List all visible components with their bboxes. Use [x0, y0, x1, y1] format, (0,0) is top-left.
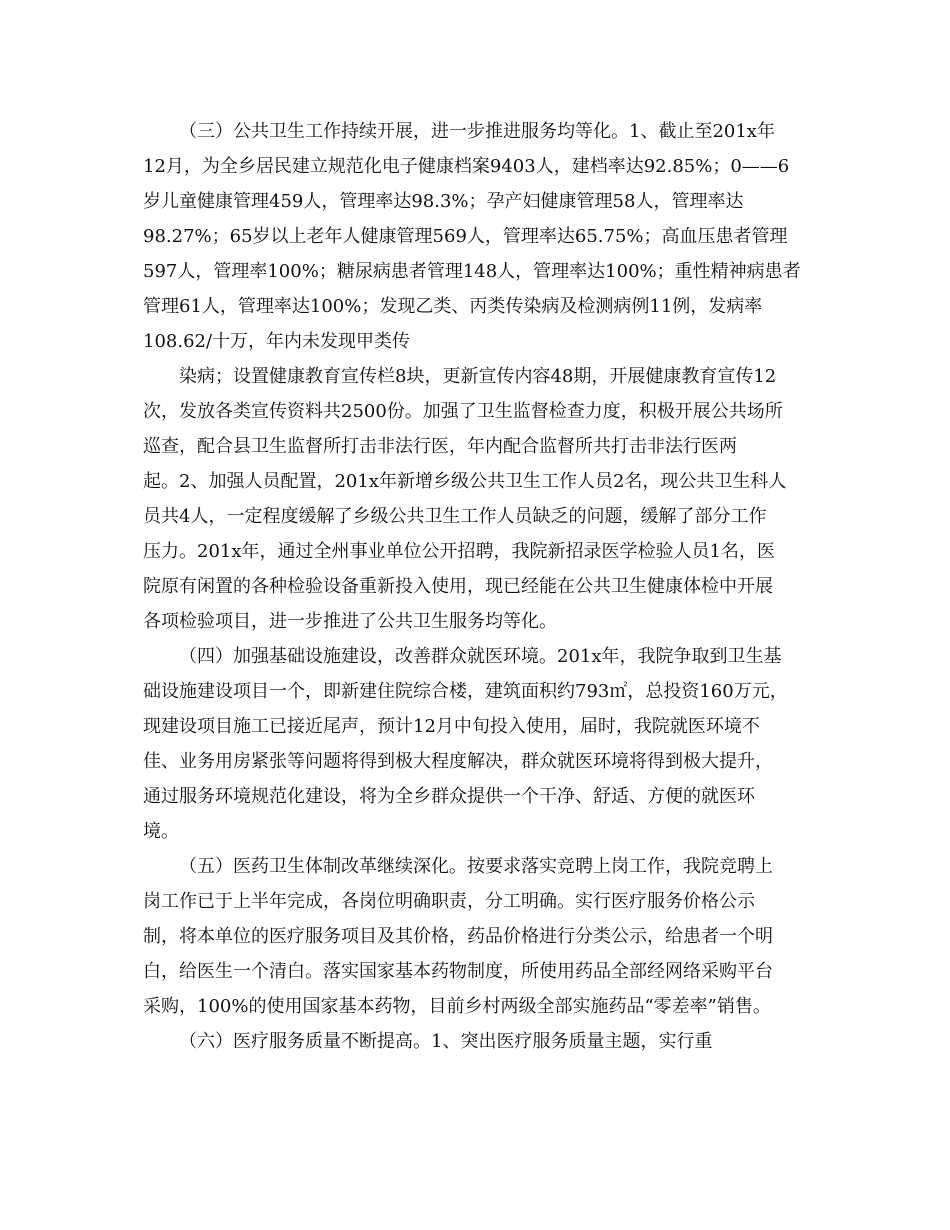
- text-line: 次，发放各类宣传资料共2500份。加强了卫生监督检查力度，积极开展公共场所: [143, 401, 783, 422]
- text-line: 采购，100%的使用国家基本药物，目前乡村两级全部实施药品“零差率”销售。: [143, 996, 771, 1017]
- text-line: 制，将本单位的医疗服务项目及其价格，药品价格进行分类公示，给患者一个明: [143, 926, 773, 947]
- text-line: 境。: [143, 821, 179, 842]
- text-line: 压力。201x年，通过全州事业单位公开招聘，我院新招录医学检验人员1名，医: [143, 541, 775, 562]
- text-line: 院原有闲置的各种检验设备重新投入使用，现已经能在公共卫生健康体检中开展: [143, 576, 773, 597]
- document-body: [143, 114, 813, 1059]
- text-line: （四）加强基础设施建设，改善群众就医环境。201x年，我院争取到卫生基: [179, 646, 782, 667]
- text-line: 白，给医生一个清白。落实国家基本药物制度，所使用药品全部经网络采购平台: [143, 961, 773, 982]
- text-line: 各项检验项目，进一步推进了公共卫生服务均等化。: [143, 611, 557, 632]
- text-line: 员共4人，一定程度缓解了乡级公共卫生工作人员缺乏的问题，缓解了部分工作: [143, 506, 767, 527]
- text-line: 通过服务环境规范化建设，将为全乡群众提供一个干净、舒适、方便的就医环: [143, 786, 755, 807]
- text-line: （六）医疗服务质量不断提高。1、突出医疗服务质量主题，实行重: [179, 1031, 713, 1052]
- text-line: （三）公共卫生工作持续开展，进一步推进服务均等化。1、截止至201x年: [179, 121, 775, 142]
- text-line: 起。2、加强人员配置，201x年新增乡级公共卫生工作人员2名，现公共卫生科人: [143, 471, 787, 492]
- text-line: 巡查，配合县卫生监督所打击非法行医，年内配合监督所共打击非法行医两: [143, 436, 737, 457]
- text-line: 108.62/十万，年内未发现甲类传: [143, 331, 411, 352]
- text-line: 佳、业务用房紧张等问题将得到极大程度解决，群众就医环境将得到极大提升，: [143, 751, 773, 772]
- text-line: 597人，管理率100%；糖尿病患者管理148人，管理率达100%；重性精神病患者: [143, 261, 801, 282]
- text-line: 98.27%；65岁以上老年人健康管理569人，管理率达65.75%；高血压患者管理: [143, 226, 788, 247]
- text-line: （五）医药卫生体制改革继续深化。按要求落实竞聘上岗工作，我院竞聘上: [179, 856, 773, 877]
- text-line: 12月，为全乡居民建立规范化电子健康档案9403人，建档率达92.85%；0——6: [143, 156, 790, 177]
- text-line: 岁儿童健康管理459人，管理率达98.3%；孕产妇健康管理58人，管理率达: [143, 191, 744, 212]
- text-line: 管理61人，管理率达100%；发现乙类、丙类传染病及检测病例11例，发病率: [143, 296, 763, 317]
- text-line: 础设施建设项目一个，即新建住院综合楼，建筑面积约793㎡，总投资160万元，: [143, 681, 788, 702]
- text-line: 岗工作已于上半年完成，各岗位明确职责，分工明确。实行医疗服务价格公示: [143, 891, 755, 912]
- text-line: 现建设项目施工已接近尾声，预计12月中旬投入使用，届时，我院就医环境不: [143, 716, 760, 737]
- text-line: 染病；设置健康教育宣传栏8块，更新宣传内容48期，开展健康教育宣传12: [179, 366, 777, 387]
